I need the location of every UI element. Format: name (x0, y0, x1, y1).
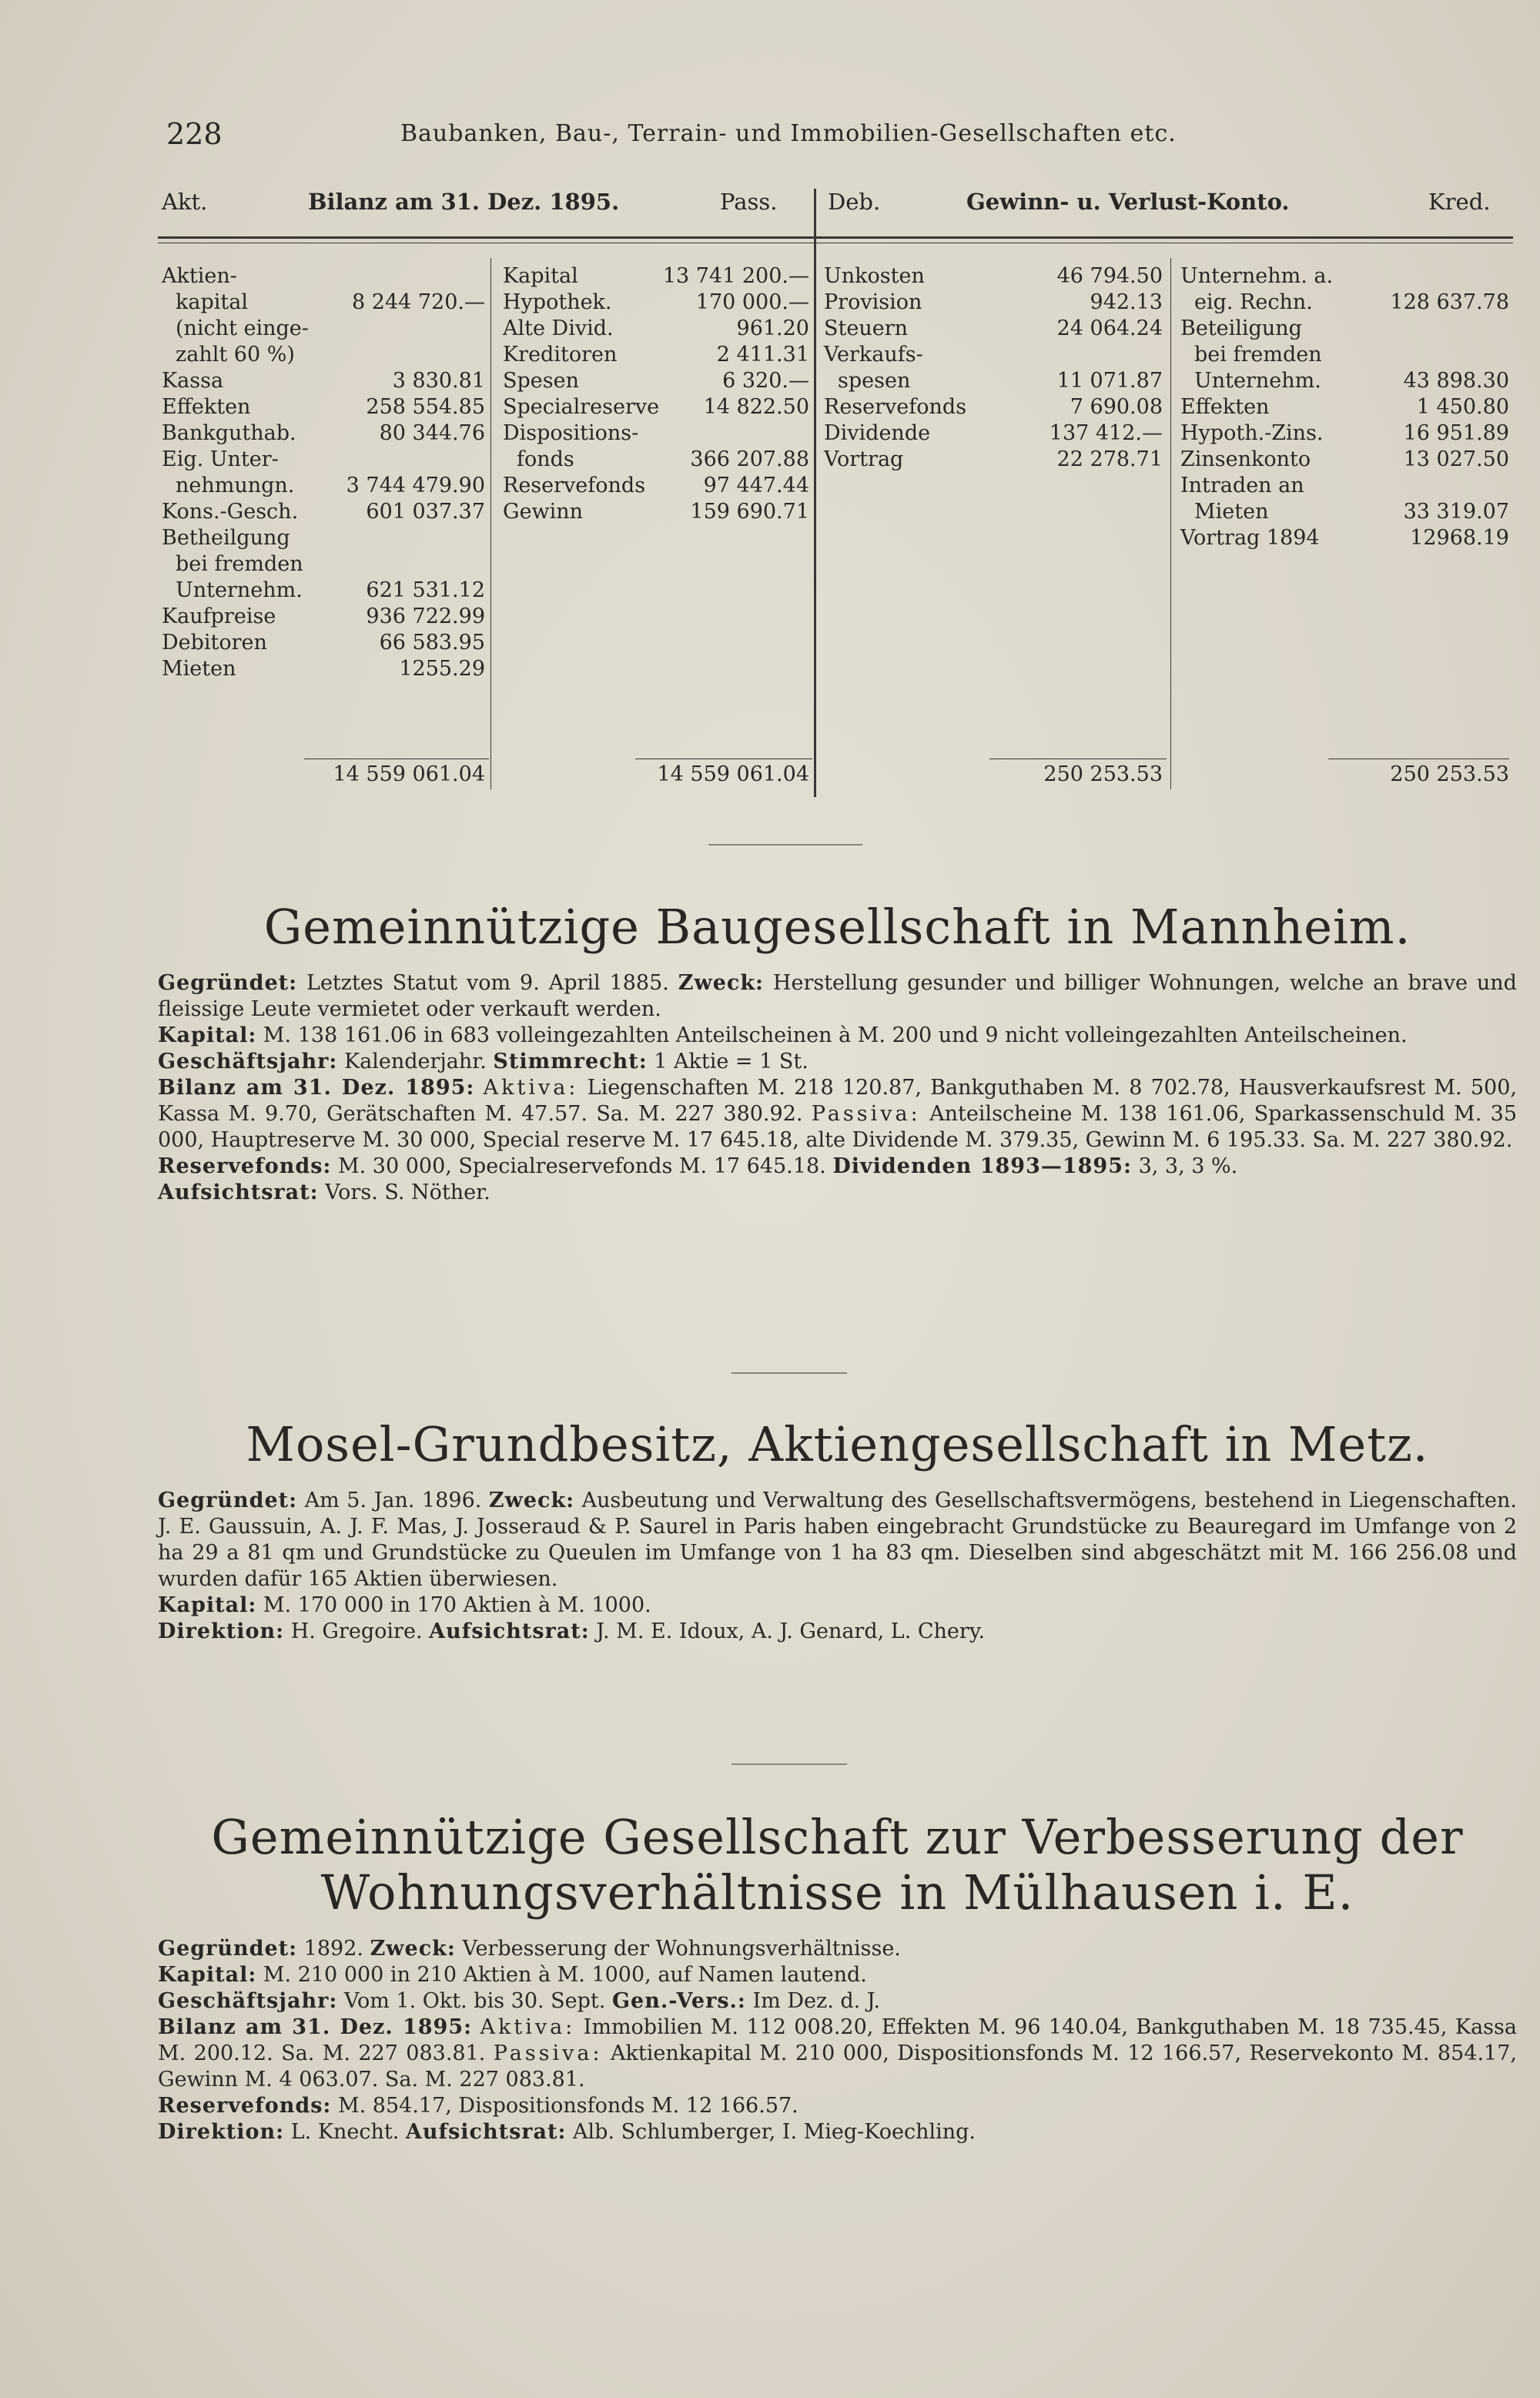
passiva-label: Passiva: (493, 2041, 603, 2065)
aktiva-label: Kaufpreise (162, 605, 276, 628)
entry-kapital (158, 1023, 1517, 1049)
value-text: M. 30 000, Specialreservefonds M. 17 645.18. (337, 1154, 826, 1178)
aktiva-amount: 80 344.76 (379, 421, 485, 445)
value-text: Vom 1. Okt. bis 30. Sept. (343, 1989, 606, 2013)
debet-label: Reservefonds (824, 395, 967, 419)
running-title: Baubanken, Bau-, Terrain- und Immobilien-Gesellschaften etc. (400, 120, 1177, 147)
aktiva-amount: 258 554.85 (366, 395, 485, 419)
aktiva-row (162, 394, 485, 420)
key-label: Kapital: (158, 1963, 257, 1987)
aktiva-row (162, 578, 485, 604)
passiva-amount: 170 000.— (695, 290, 809, 314)
passiva-row (503, 263, 809, 290)
kredit-amount: 43 898.30 (1403, 369, 1509, 393)
aktiva-amount: 936 722.99 (366, 605, 485, 628)
key-label: Dividenden 1893—1895: (832, 1154, 1132, 1178)
kredit-amount: 16 951.89 (1403, 421, 1509, 445)
entry-aufsichtsrat (158, 1180, 1517, 1206)
key-label: Gen.-Vers.: (611, 1989, 746, 2013)
aktiva-row (162, 290, 485, 316)
passiva-row (503, 342, 809, 368)
value-text: J. M. E. Idoux, A. J. Genard, L. Chery. (596, 1619, 986, 1643)
passiva-row (503, 499, 809, 525)
aktiva-label: Aktien- (162, 264, 237, 288)
kredit-amount: 13 027.50 (1403, 447, 1509, 471)
aktiva-row (162, 447, 485, 473)
entry-gegruendet (158, 970, 1517, 1023)
debet-amount: 942.13 (1090, 290, 1163, 314)
kredit-amount: 12968.19 (1410, 526, 1509, 550)
key-label: Reservefonds: (158, 1154, 332, 1178)
key-label: Gegründet: (158, 1937, 298, 1961)
company-title (158, 1810, 1517, 1921)
value-text: Vors. S. Nöther. (325, 1181, 490, 1204)
debet-label: Steuern (824, 316, 908, 340)
company-title-line: Wohnungsverhältnisse in Mülhausen i. E. (320, 1864, 1354, 1921)
kredit-label: Intraden an (1180, 474, 1304, 497)
akt-label: Akt. (162, 189, 208, 215)
value-text: Letztes Statut vom 9. April 1885. (306, 971, 669, 995)
kredit-row (1180, 473, 1509, 499)
key-label: Stimmrecht: (493, 1050, 648, 1073)
value-text: L. Knecht. (290, 2120, 400, 2144)
entry-direktion (158, 1619, 1517, 1645)
kredit-label: Mieten (1194, 500, 1269, 524)
passiva-label: Reservefonds (503, 474, 646, 497)
entry-bilanz (158, 2015, 1517, 2093)
passiva-row (503, 316, 809, 342)
aktiva-label: Mieten (162, 657, 236, 681)
aktiva-label: Effekten (162, 395, 251, 419)
debet-amount: 46 794.50 (1056, 264, 1163, 288)
kredit-row (1180, 394, 1509, 420)
passiva-label: Kapital (503, 264, 578, 288)
kredit-amount: 128 637.78 (1390, 290, 1509, 314)
value-text: Am 5. Jan. 1896. (304, 1489, 482, 1512)
entry-bilanz (158, 1075, 1517, 1154)
debet-row (824, 447, 1163, 473)
entry-geschaeftsjahr (158, 1988, 1517, 2015)
debet-label: spesen (838, 369, 911, 393)
entry-gegruendet (158, 1936, 1517, 1962)
value-text: Herstellung gesunder und billiger Wohnungen, welche an brave und fleissige Leute vermietet oder verkauft werden. (158, 971, 1517, 1021)
kredit-row (1180, 368, 1509, 394)
kred-label: Kred. (1428, 189, 1491, 215)
kredit-label: Beteiligung (1180, 316, 1302, 340)
bilanz-title: Bilanz am 31. Dez. 1895. (308, 189, 620, 215)
passiva-amount: 14 822.50 (703, 395, 809, 419)
aktiva-label: nehmungn. (176, 474, 295, 497)
separator (732, 1763, 847, 1765)
debet-column (824, 263, 1163, 473)
balance-sheet-table (158, 189, 1513, 805)
entry-geschaeftsjahr (158, 1049, 1517, 1075)
passiva-column (503, 263, 809, 525)
key-label: Reservefonds: (158, 2094, 332, 2118)
debet-label: Dividende (824, 421, 931, 445)
aktiva-column (162, 263, 485, 682)
key-label: Zweck: (370, 1937, 456, 1961)
passiva-amount: 366 207.88 (690, 447, 809, 471)
debet-label: Verkaufs- (824, 343, 923, 367)
aktiva-label: Aktiva: (483, 1076, 579, 1100)
company-title: Mosel-Grundbesitz, Aktiengesellschaft in Metz. (246, 1416, 1429, 1472)
passiva-label: fonds (517, 447, 574, 471)
kredit-amount: 1 450.80 (1416, 395, 1509, 419)
aktiva-label: zahlt 60 %) (176, 343, 295, 367)
passiva-amount: 2 411.31 (716, 343, 809, 367)
aktiva-label: Debitoren (162, 631, 267, 655)
gv-title: Gewinn- u. Verlust-Konto. (966, 189, 1290, 215)
passiva-amount: 6 320.— (722, 369, 809, 393)
debet-row (824, 368, 1163, 394)
kredit-row (1180, 447, 1509, 473)
key-label: Kapital: (158, 1023, 257, 1047)
center-rule (814, 189, 816, 797)
passiva-row (503, 290, 809, 316)
aktiva-row (162, 420, 485, 447)
debet-amount: 11 071.87 (1056, 369, 1163, 393)
aktiva-row (162, 604, 485, 630)
aktiva-amount: 3 830.81 (392, 369, 485, 393)
entry-reservefonds (158, 1154, 1517, 1180)
aktiva-label: Eig. Unter- (162, 447, 279, 471)
value-text: Ausbeutung und Verwaltung des Gesellschaftsvermögens, bestehend in Liegenschaften. J. E. Gaussuin, A. J. F. Mas, J. Josseraud & P. Saurel in Paris haben eingebracht Grundstücke zu Beauregard im Umfange von 2 ha 29 a 81 qm und Grundstücke zu Queulen im Umfange von 1 ha 83 qm. Dieselben sind abgeschätzt mit M. 166 256.08 und wurden dafür 165 Aktien überwiesen. (158, 1489, 1517, 1591)
aktiva-amount: 8 244 720.— (352, 290, 485, 314)
aktiva-row (162, 525, 485, 551)
entry-kapital (158, 1593, 1517, 1619)
passiva-row (503, 368, 809, 394)
aktiva-row (162, 630, 485, 656)
passiva-label: Kreditoren (503, 343, 618, 367)
key-label: Geschäftsjahr: (158, 1050, 338, 1073)
debet-total: 250 253.53 (1043, 762, 1163, 786)
aktiva-label: Kons.-Gesch. (162, 500, 299, 524)
kredit-label: Hypoth.-Zins. (1180, 421, 1324, 445)
kredit-row (1180, 499, 1509, 525)
key-label: Zweck: (488, 1489, 575, 1512)
company-mannheim (158, 899, 1517, 1206)
aktiva-row (162, 656, 485, 682)
key-label: Zweck: (678, 971, 765, 995)
value-text: 1 Aktie = 1 St. (654, 1050, 808, 1073)
aktiva-row (162, 499, 485, 525)
kredit-row (1180, 316, 1509, 342)
key-label: Kapital: (158, 1593, 257, 1617)
value-text: Im Dez. d. J. (752, 1989, 881, 2013)
aktiva-label: Aktiva: (480, 2015, 576, 2039)
value-text: M. 210 000 in 210 Aktien à M. 1000, auf Namen lautend. (263, 1963, 867, 1987)
aktiva-row (162, 473, 485, 499)
passiva-label: Gewinn (503, 500, 584, 524)
value-text: 3, 3, 3 %. (1138, 1154, 1238, 1178)
aktiva-row (162, 263, 485, 290)
passiva-row (503, 473, 809, 499)
kredit-row (1180, 263, 1509, 290)
kredit-row (1180, 290, 1509, 316)
passiva-amount: 159 690.71 (690, 500, 809, 524)
passiva-amount: 13 741 200.— (662, 264, 809, 288)
passiva-row (503, 394, 809, 420)
debet-label: Unkosten (824, 264, 925, 288)
debet-amount: 137 412.— (1049, 421, 1163, 445)
debet-kredit-rule (1170, 258, 1171, 789)
passiva-amount: 97 447.44 (703, 474, 809, 497)
aktiva-row (162, 316, 485, 342)
key-label: Direktion: (158, 2120, 285, 2144)
entry-direktion (158, 2119, 1517, 2145)
key-label: Geschäftsjahr: (158, 1989, 338, 2013)
debet-row (824, 420, 1163, 447)
key-label: Aufsichtsrat: (158, 1181, 319, 1204)
debet-row (824, 342, 1163, 368)
company-title: Gemeinnützige Baugesellschaft in Mannheim. (263, 899, 1411, 955)
kredit-row (1180, 420, 1509, 447)
kredit-amount: 33 319.07 (1403, 500, 1509, 524)
key-label: Gegründet: (158, 1489, 298, 1512)
kredit-row (1180, 342, 1509, 368)
aktiva-row (162, 551, 485, 578)
kredit-label: Unternehm. a. (1180, 264, 1334, 288)
aktiva-amount: 1255.29 (399, 657, 485, 681)
debet-row (824, 263, 1163, 290)
value-text: Immobilien M. 112 008.20, Effekten M. 96 140.04, Bankguthaben M. 18 735.45, Kassa M. 200.12. Sa. M. 227 083.81. (158, 2015, 1517, 2065)
aktiva-label: Bankguthab. (162, 421, 296, 445)
value-text: Alb. Schlumberger, I. Mieg-Koechling. (573, 2120, 976, 2144)
value-text: Liegenschaften M. 218 120.87, Bankguthaben M. 8 702.78, Hausverkaufsrest M. 500, Kassa M. 9.70, Gerätschaften M. 47.57. Sa. M. 227 380.92. (158, 1076, 1517, 1126)
key-label: Direktion: (158, 1619, 285, 1643)
value-text: M. 854.17, Dispositionsfonds M. 12 166.57. (337, 2094, 798, 2118)
key-label: Aufsichtsrat: (405, 2120, 567, 2144)
value-text: H. Gregoire. (290, 1619, 423, 1643)
debet-label: Provision (824, 290, 922, 314)
passiva-label: Specialreserve (503, 395, 660, 419)
aktiva-amount: 3 744 479.90 (346, 474, 485, 497)
entry-kapital (158, 1962, 1517, 1988)
deb-label: Deb. (828, 189, 881, 215)
aktiva-label: Kassa (162, 369, 224, 393)
debet-amount: 24 064.24 (1056, 316, 1163, 340)
value-text: 1892. (303, 1937, 363, 1961)
debet-row (824, 290, 1163, 316)
value-text: Verbesserung der Wohnungsverhältnisse. (462, 1937, 901, 1961)
header-rule (158, 236, 1513, 239)
passiva-label: Passiva: (811, 1102, 921, 1126)
aktiva-label: kapital (176, 290, 248, 314)
kredit-total: 250 253.53 (1390, 762, 1509, 786)
kredit-label: Vortrag 1894 (1180, 526, 1320, 550)
aktiva-row (162, 368, 485, 394)
value-text: Anteilscheine M. 138 161.06, Sparkassenschuld M. 35 000, Hauptreserve M. 30 000, Special reserve M. 17 645.18, alte Dividende M. 379.35, Gewinn M. 6 195.33. Sa. M. 227 380.92. (158, 1102, 1517, 1152)
company-muelhausen (158, 1810, 1517, 2145)
passiva-total: 14 559 061.04 (657, 762, 809, 786)
aktiva-label: (nicht einge- (176, 316, 309, 340)
aktiva-row (162, 342, 485, 368)
kredit-label: eig. Rechn. (1194, 290, 1313, 314)
key-label: Bilanz am 31. Dez. 1895: (158, 2015, 473, 2039)
value-text: Aktienkapital M. 210 000, Dispositionsfonds M. 12 166.57, Reservekonto M. 854.17, Gewinn M. 4 063.07. Sa. M. 227 083.81. (158, 2041, 1517, 2092)
aktiva-passiva-rule (490, 258, 491, 789)
kredit-label: Effekten (1180, 395, 1270, 419)
aktiva-amount: 66 583.95 (379, 631, 485, 655)
aktiva-amount: 621 531.12 (366, 578, 485, 602)
aktiva-label: Unternehm. (176, 578, 303, 602)
kredit-column (1180, 263, 1509, 551)
company-metz (158, 1417, 1517, 1645)
entry-reservefonds (158, 2093, 1517, 2119)
debet-label: Vortrag (824, 447, 904, 471)
kredit-row (1180, 525, 1509, 551)
kredit-label: bei fremden (1194, 343, 1322, 367)
key-label: Aufsichtsrat: (429, 1619, 590, 1643)
aktiva-total: 14 559 061.04 (333, 762, 485, 786)
value-text: Kalenderjahr. (343, 1050, 487, 1073)
passiva-row (503, 447, 809, 473)
separator (732, 1372, 847, 1374)
company-title-line: Gemeinnützige Gesellschaft zur Verbesserung der (211, 1809, 1464, 1865)
passiva-label: Alte Divid. (503, 316, 614, 340)
separator (708, 844, 862, 846)
pass-label: Pass. (720, 189, 778, 215)
key-label: Bilanz am 31. Dez. 1895: (158, 1076, 475, 1100)
kredit-label: Unternehm. (1194, 369, 1321, 393)
debet-amount: 7 690.08 (1070, 395, 1163, 419)
passiva-label: Dispositions- (503, 421, 639, 445)
value-text: M. 170 000 in 170 Aktien à M. 1000. (263, 1593, 651, 1617)
debet-row (824, 316, 1163, 342)
passiva-amount: 961.20 (736, 316, 809, 340)
aktiva-label: bei fremden (176, 552, 303, 576)
debet-row (824, 394, 1163, 420)
key-label: Gegründet: (158, 971, 298, 995)
passiva-label: Hypothek. (503, 290, 612, 314)
passiva-label: Spesen (503, 369, 579, 393)
entry-gegruendet (158, 1488, 1517, 1593)
passiva-row (503, 420, 809, 447)
page-number: 228 (166, 117, 223, 151)
value-text: M. 138 161.06 in 683 volleingezahlten Anteilscheinen à M. 200 und 9 nicht volleingezahlten Anteilscheinen. (263, 1023, 1408, 1047)
aktiva-label: Betheilgung (162, 526, 290, 550)
debet-amount: 22 278.71 (1056, 447, 1163, 471)
kredit-label: Zinsenkonto (1180, 447, 1311, 471)
aktiva-amount: 601 037.37 (366, 500, 485, 524)
